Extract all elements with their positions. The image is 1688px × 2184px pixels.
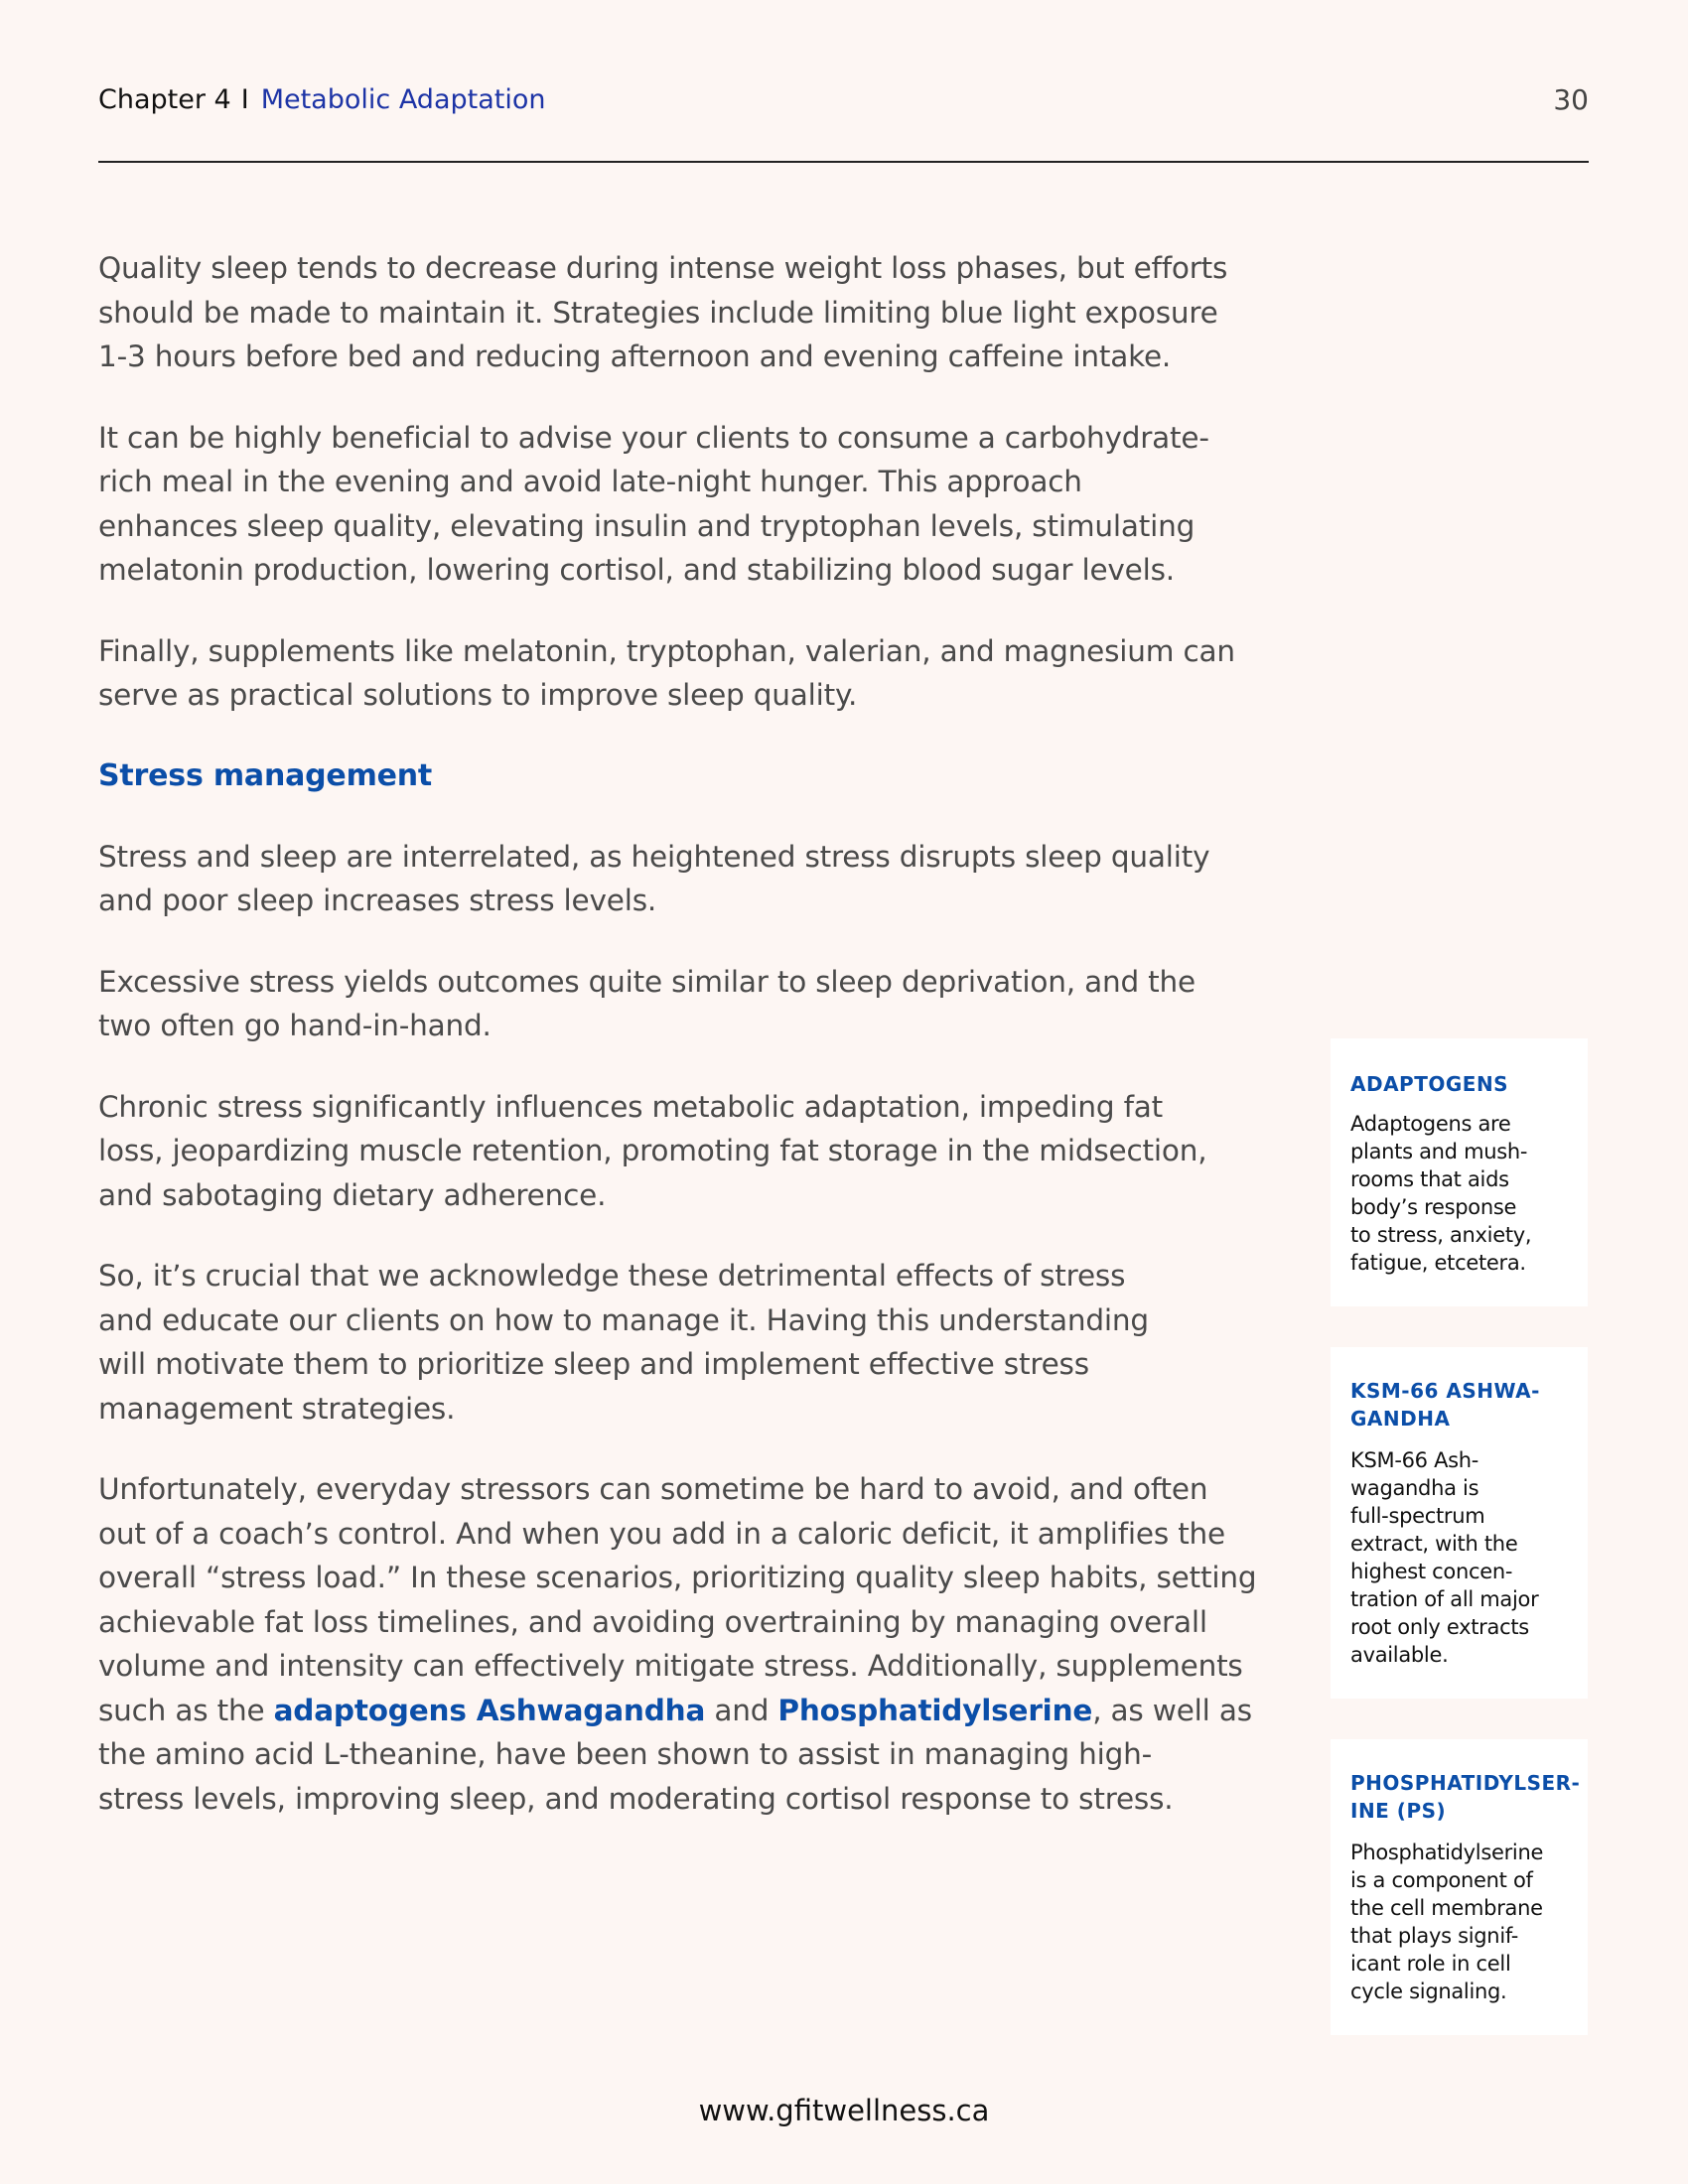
title-line: GANDHA <box>1350 1407 1451 1431</box>
glossary-box-adaptogens <box>1331 1038 1588 1306</box>
body-line: root only extracts <box>1350 1615 1529 1639</box>
footer-website-link[interactable]: www.gfitwellness.ca <box>698 2094 990 2127</box>
paragraph-stress-sleep <box>98 835 1290 923</box>
glossary-body <box>1350 1446 1538 1669</box>
paragraph-educate-clients <box>98 1254 1290 1431</box>
text-line: out of a coach’s control. And when you add in a caloric deficit, it amplifies the <box>98 1516 1226 1551</box>
text-line: Finally, supplements like melatonin, tryptophan, valerian, and magnesium can <box>98 633 1235 668</box>
glossary-box-phosphatidylserine <box>1331 1739 1588 2035</box>
text-line: It can be highly beneficial to advise your clients to consume a carbohydrate- <box>98 420 1209 455</box>
link-adaptogens-ashwagandha[interactable]: adaptogens Ashwagandha <box>273 1693 706 1727</box>
body-line: available. <box>1350 1643 1449 1667</box>
paragraph-sleep-quality <box>98 246 1290 379</box>
text-fragment: and <box>705 1693 778 1727</box>
page-number: 30 <box>1553 83 1589 116</box>
chapter-title: Metabolic Adaptation <box>260 84 546 115</box>
text-line-with-links <box>98 1689 1290 1733</box>
title-line: KSM-66 ASHWA- <box>1350 1379 1540 1403</box>
text-line: management strategies. <box>98 1391 456 1426</box>
paragraph-sleep-supplements <box>98 629 1290 718</box>
body-line: wagandha is <box>1350 1476 1479 1500</box>
body-line: the cell membrane <box>1350 1896 1543 1920</box>
glossary-box-ksm66-ashwagandha <box>1331 1347 1588 1699</box>
section-heading-stress-management: Stress management <box>98 757 433 793</box>
body-line: icant role in cell <box>1350 1952 1511 1976</box>
header-divider <box>98 161 1589 163</box>
text-line: serve as practical solutions to improve sleep quality. <box>98 678 858 712</box>
main-content <box>98 246 1290 1857</box>
paragraph-carbohydrate-meal <box>98 416 1290 593</box>
text-line: two often go hand-in-hand. <box>98 1009 492 1042</box>
body-line: fatigue, etcetera. <box>1350 1251 1526 1275</box>
text-line: Chronic stress significantly influences metabolic adaptation, impeding fat <box>98 1089 1164 1124</box>
text-line: Unfortunately, everyday stressors can sometime be hard to avoid, and often <box>98 1472 1208 1506</box>
body-line: extract, with the <box>1350 1532 1518 1556</box>
title-line: ADAPTOGENS <box>1350 1072 1509 1096</box>
title-line: INE (PS) <box>1350 1799 1447 1823</box>
text-line: should be made to maintain it. Strategies include limiting blue light exposure <box>98 295 1218 330</box>
glossary-body <box>1350 1110 1531 1277</box>
text-line: and poor sleep increases stress levels. <box>98 884 657 917</box>
text-fragment: , as well as <box>1092 1693 1252 1727</box>
body-line: body’s response <box>1350 1195 1517 1219</box>
text-line: Excessive stress yields outcomes quite similar to sleep deprivation, and the <box>98 964 1196 999</box>
body-line: KSM-66 Ash- <box>1350 1448 1479 1472</box>
text-line: 1-3 hours before bed and reducing afternoon and evening caffeine intake. <box>98 340 1172 373</box>
chapter-label: Chapter 4 <box>98 84 231 115</box>
body-line: tration of all major <box>1350 1587 1539 1611</box>
body-line: plants and mush- <box>1350 1140 1528 1163</box>
header-separator: I <box>240 84 249 115</box>
body-line: to stress, anxiety, <box>1350 1223 1532 1247</box>
text-line: So, it’s crucial that we acknowledge these detrimental effects of stress <box>98 1259 1126 1293</box>
body-line: is a component of <box>1350 1868 1533 1892</box>
page-header <box>98 83 1589 117</box>
body-line: full-spectrum <box>1350 1504 1485 1528</box>
text-line: volume and intensity can effectively mitigate stress. Additionally, supplements <box>98 1649 1243 1683</box>
glossary-title <box>1350 1070 1508 1098</box>
paragraph-excessive-stress <box>98 960 1290 1048</box>
link-phosphatidylserine[interactable]: Phosphatidylserine <box>777 1693 1093 1727</box>
paragraph-chronic-stress <box>98 1085 1290 1218</box>
body-line: Adaptogens are <box>1350 1112 1511 1136</box>
text-line: stress levels, improving sleep, and moderating cortisol response to stress. <box>98 1781 1174 1816</box>
body-line: that plays signif- <box>1350 1924 1519 1948</box>
text-fragment: such as the <box>98 1693 274 1727</box>
text-line: enhances sleep quality, elevating insulin and tryptophan levels, stimulating <box>98 508 1196 543</box>
glossary-title <box>1350 1377 1540 1433</box>
glossary-title <box>1350 1769 1580 1825</box>
text-line: and educate our clients on how to manage it. Having this understanding <box>98 1302 1149 1337</box>
text-line: the amino acid L-theanine, have been shown to assist in managing high- <box>98 1737 1153 1771</box>
text-line: rich meal in the evening and avoid late-night hunger. This approach <box>98 465 1082 498</box>
text-line: Quality sleep tends to decrease during intense weight loss phases, but efforts <box>98 251 1228 285</box>
glossary-body <box>1350 1839 1543 2005</box>
title-line: PHOSPHATIDYLSER- <box>1350 1771 1581 1795</box>
body-line: cycle signaling. <box>1350 1979 1507 2003</box>
text-line: achievable fat loss timelines, and avoiding overtraining by managing overall <box>98 1604 1207 1639</box>
body-line: Phosphatidylserine <box>1350 1841 1544 1864</box>
body-line: rooms that aids <box>1350 1167 1509 1191</box>
text-line: and sabotaging dietary adherence. <box>98 1177 607 1212</box>
text-line: will motivate them to prioritize sleep and implement effective stress <box>98 1347 1089 1381</box>
text-line: melatonin production, lowering cortisol, and stabilizing blood sugar levels. <box>98 553 1175 587</box>
text-line: loss, jeopardizing muscle retention, promoting fat storage in the midsection, <box>98 1134 1207 1167</box>
paragraph-everyday-stressors <box>98 1467 1290 1821</box>
text-line: Stress and sleep are interrelated, as heightened stress disrupts sleep quality <box>98 839 1210 874</box>
body-line: highest concen- <box>1350 1560 1513 1583</box>
text-line: overall “stress load.” In these scenarios, prioritizing quality sleep habits, setting <box>98 1561 1257 1594</box>
